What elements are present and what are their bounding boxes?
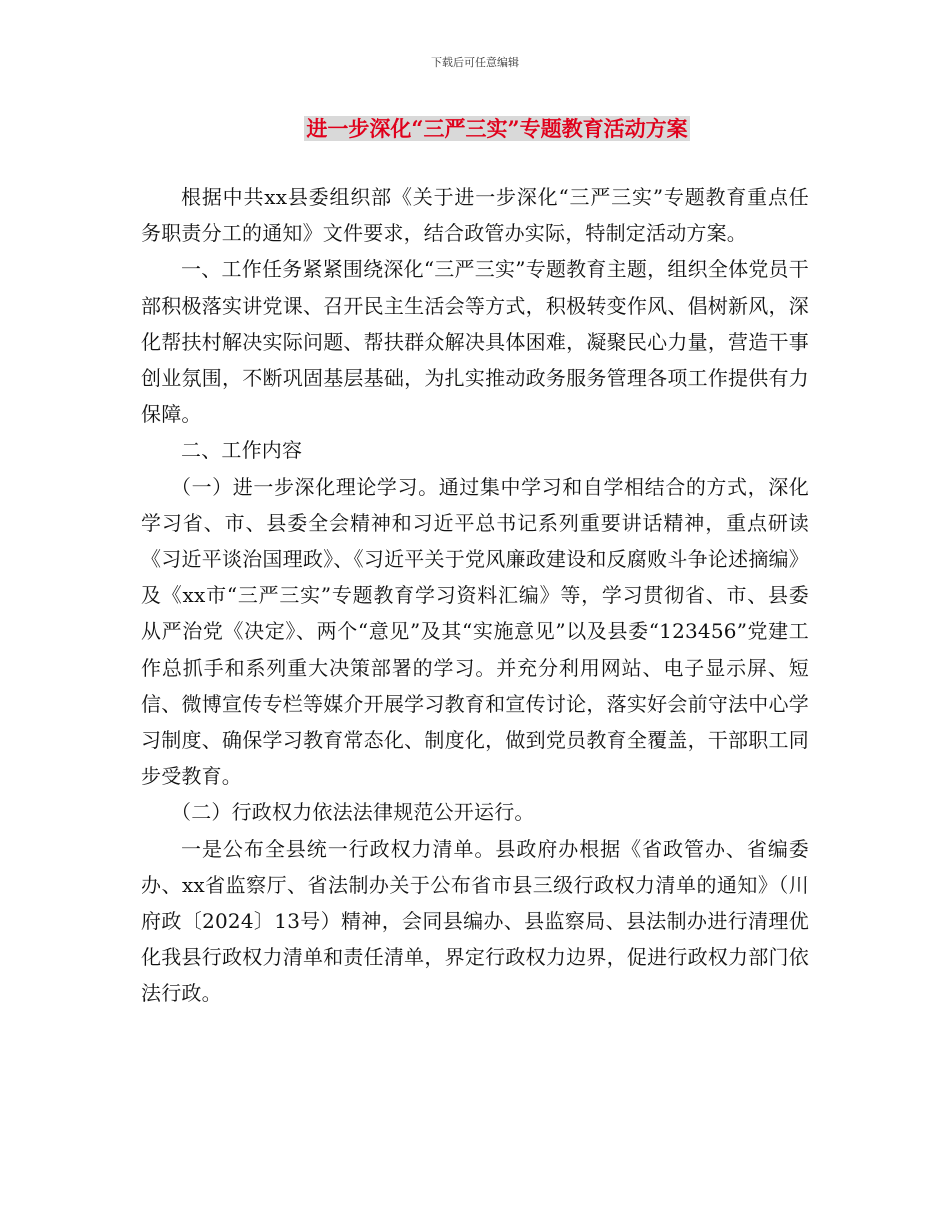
paragraph-subsection-1: （一）进一步深化理论学习。通过集中学习和自学相结合的方式，深化学习省、市、县委全会精神和习近平总书记系列重要讲话精神，重点研读《习近平谈治国理政》、《习近平关于党风廉政建设和反腐败斗争论述摘编》及《xx市“三严三实”专题教育学习资料汇编》等，学习贯彻省、市、县委从严治党《决定》、两个“意见”及其“实施意见”以及县委“123456”党建工作总抓手和系列重大决策部署的学习。并充分利用网站、电子显示屏、短信、微博宣传专栏等媒介开展学习教育和宣传讨论，落实好会前守法中心学习制度、确保学习教育常态化、制度化，做到党员教育全覆盖，干部职工同步受教育。 bbox=[141, 474, 809, 789]
document-title bbox=[0, 114, 950, 144]
paragraph-intro: 根据中共xx县委组织部《关于进一步深化“三严三实”专题教育重点任务职责分工的通知》文件要求，结合政管办实际，特制定活动方案。 bbox=[141, 185, 809, 246]
document-body bbox=[141, 179, 809, 1012]
document-title-text: 进一步深化“三严三实”专题教育活动方案 bbox=[306, 116, 688, 141]
paragraph-subsection-2-heading: （二）行政权力依法法律规范公开运行。 bbox=[171, 800, 535, 825]
header-note: 下载后可任意编辑 bbox=[431, 56, 519, 69]
paragraph-subsection-2-item-1: 一是公布全县统一行政权力清单。县政府办根据《省政管办、省编委办、xx省监察厅、省法制办关于公布省市县三级行政权力清单的通知》（川府政〔2024〕13号）精神，会同县编办、县监察局、县法制办进行清理优化我县行政权力清单和责任清单，界定行政权力边界，促进行政权力部门依法行政。 bbox=[141, 836, 809, 1006]
paragraph-section-1: 一、工作任务紧紧围绕深化“三严三实”专题教育主题，组织全体党员干部积极落实讲党课、召开民主生活会等方式，积极转变作风、倡树新风，深化帮扶村解决实际问题、帮扶群众解决具体困难，凝聚民心力量，营造干事创业氛围，不断巩固基层基础，为扎实推动政务服务管理各项工作提供有力保障。 bbox=[141, 257, 809, 427]
paragraph-section-2-heading: 二、工作内容 bbox=[181, 438, 303, 463]
